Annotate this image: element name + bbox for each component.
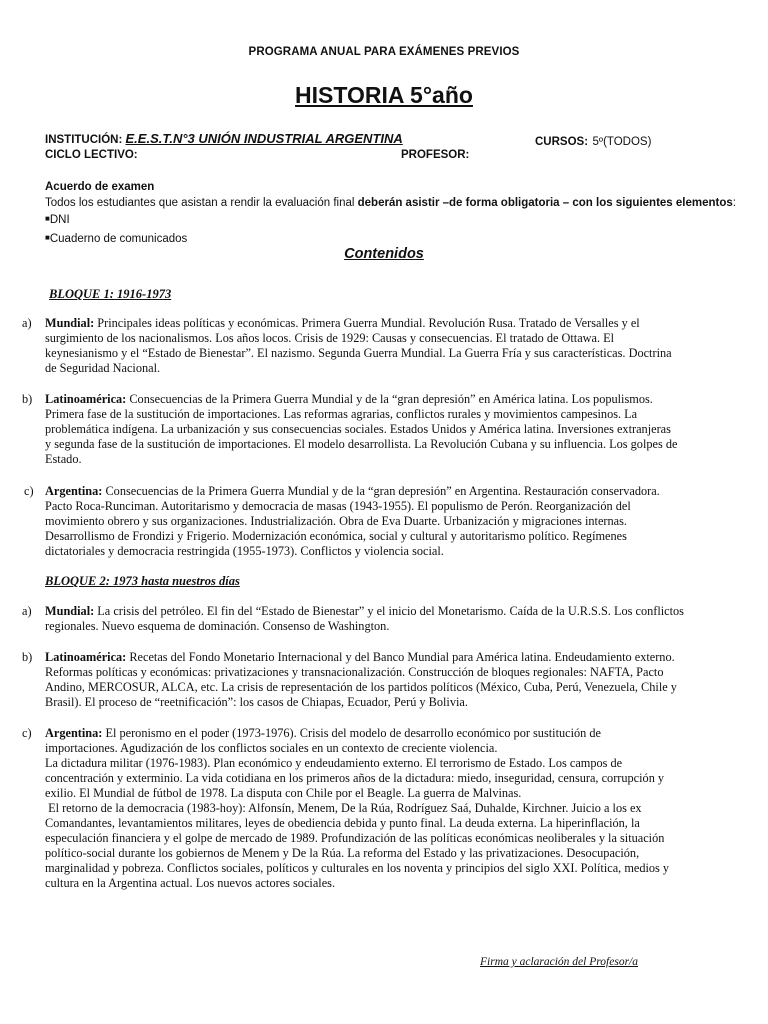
item-line-text: Reformas políticas y económicas: privatizaciones y transnacionalización. Construcción de bloques regionales: NAFTA, Pacto <box>45 665 664 679</box>
item-line <box>45 331 768 346</box>
item-heading: Latinoamérica: <box>45 650 127 664</box>
item-line <box>45 846 768 861</box>
item-line-text: político-social durante los gobiernos de Menem y De la Rúa. La reforma del Estado y las privatizaciones. Desocupación, <box>45 846 640 860</box>
institucion-label: INSTITUCIÓN <box>45 134 119 146</box>
item-line <box>45 786 768 801</box>
item-line <box>45 361 768 376</box>
list-item-label: DNI <box>49 214 70 226</box>
cursos-value: 5º(TODOS) <box>592 136 652 148</box>
item-line-text: regionales. Nuevo esquema de dominación. Consenso de Washington. <box>45 619 390 633</box>
item-text <box>45 604 768 634</box>
item-line <box>45 756 768 771</box>
item-line-text: marginalidad y pobreza. Conflictos sociales, políticos y culturales en los noventa y principios del siglo XXI. Política, medios y <box>45 861 670 875</box>
item-line <box>45 604 768 619</box>
item-text <box>45 650 768 710</box>
item-line <box>45 831 768 846</box>
item-line-text: Comandantes, levantamientos militares, leyes de obediencia debida y punto final. La deuda externa. La hiperinflación, la <box>45 816 640 830</box>
item-heading: Argentina: <box>45 726 103 740</box>
item-line <box>45 544 768 559</box>
item-line-text: exilio. El Mundial de fútbol de 1978. La disputa con Chile por el Beagle. La guerra de Malvinas. <box>45 786 522 800</box>
item-line-text: problemática indígena. La urbanización y sus consecuencias sociales. Estados Unidos y América latina. Inversiones extranjeras <box>45 422 671 436</box>
bloque2-title: BLOQUE 2: 1973 hasta nuestros días <box>45 574 240 588</box>
item-line <box>45 680 768 695</box>
item-line-text: Estado. <box>45 452 82 466</box>
item-line <box>45 484 768 499</box>
item-line-text: El peronismo en el poder (1973-1976). Crisis del modelo de desarrollo económico por sustitución de <box>105 726 601 740</box>
item-text <box>45 316 768 376</box>
list-item <box>45 230 187 247</box>
item-marker: c) <box>24 484 34 498</box>
item-line-text: Andino, MERCOSUR, ALCA, etc. La crisis de representación de los partidos políticos (México, Cuba, Perú, Venezuela, Chile y <box>45 680 677 694</box>
item-line-text: Consecuencias de la Primera Guerra Mundial y de la “gran depresión” en América latina. Los populismos. <box>129 392 653 406</box>
item-line-text: y segunda fase de la sustitución de importaciones. El modelo desarrollista. La Revolución Cubana y su influencia. Los golpes de <box>45 437 678 451</box>
item-heading: Argentina: <box>45 484 103 498</box>
item-line <box>45 514 768 529</box>
item-line <box>45 316 768 331</box>
item-line <box>45 665 768 680</box>
item-line-text: dictatoriales y democracia restringida (1955-1973). Conflictos y violencia social. <box>45 544 444 558</box>
item-line <box>45 695 768 710</box>
institucion-value: E.E.S.T.N°3 UNIÓN INDUSTRIAL ARGENTINA <box>125 131 403 146</box>
item-line-text: keynesianismo y el “Estado de Bienestar”. El nazismo. Segunda Guerra Mundial. La Guerra Fría y sus características. Doctrina <box>45 346 672 360</box>
program-title: PROGRAMA ANUAL PARA EXÁMENES PREVIOS <box>248 46 520 58</box>
item-line-text: El retorno de la democracia (1983-hoy): Alfonsín, Menem, De la Rúa, Rodríguez Saá, Duhalde, Kirchner. Juicio a los ex <box>45 801 642 815</box>
item-line-text: concentración y exterminio. La vida cotidiana en los primeros años de la dictadura: miedo, inseguridad, censura, corrupción y <box>45 771 665 785</box>
item-line <box>45 861 768 876</box>
acuerdo-list <box>45 211 187 247</box>
item-line <box>45 407 768 422</box>
bullet-icon: ■ <box>45 214 50 223</box>
item-marker: c) <box>22 726 32 740</box>
institucion-row <box>45 130 403 148</box>
item-line <box>45 650 768 665</box>
cursos-row <box>535 132 651 150</box>
item-line <box>45 741 768 756</box>
item-line <box>45 422 768 437</box>
item-marker: a) <box>22 316 32 330</box>
item-heading: Mundial: <box>45 316 95 330</box>
item-line-text: de Seguridad Nacional. <box>45 361 161 375</box>
item-line <box>45 771 768 786</box>
list-item <box>45 211 187 228</box>
cursos-label: CURSOS: <box>535 136 589 148</box>
item-line-text: Principales ideas políticas y económicas. Primera Guerra Mundial. Revolución Rusa. Tratado de Versalles y el <box>97 316 640 330</box>
item-line-text: especulación financiera y el golpe de mercado de 1989. Profundización de las políticas económicas neoliberales y la situación <box>45 831 665 845</box>
item-marker: b) <box>22 392 33 406</box>
bullet-icon: ■ <box>45 233 50 242</box>
item-line-text: Consecuencias de la Primera Guerra Mundial y de la “gran depresión” en Argentina. Restauración conservadora. <box>105 484 660 498</box>
item-line <box>45 529 768 544</box>
bloque1-title: BLOQUE 1: 1916-1973 <box>49 287 172 301</box>
item-heading: Mundial: <box>45 604 95 618</box>
item-line <box>45 816 768 831</box>
signature-line: Firma y aclaración del Profesor/a <box>480 956 638 968</box>
item-heading: Latinoamérica: <box>45 392 127 406</box>
item-line-text: Recetas del Fondo Monetario Internacional y del Banco Mundial para América latina. Endeudamiento externo. <box>129 650 675 664</box>
item-line-text: Brasil). El proceso de “reetnificación”: los casos de Chiapas, Ecuador, Perú y Bolivia. <box>45 695 468 709</box>
item-line <box>45 619 768 634</box>
acuerdo-intro <box>45 196 736 211</box>
acuerdo-intro-text: Todos los estudiantes que asistan a rendir la evaluación final <box>45 197 358 209</box>
acuerdo-intro-end: : <box>732 197 736 209</box>
item-text <box>45 726 768 891</box>
item-line-text: cultura en la Argentina actual. Los nuevos actores sociales. <box>45 876 336 890</box>
item-line-text: movimiento obrero y sus organizaciones. Industrialización. Obra de Eva Duarte. Urbanización y migraciones internas. <box>45 514 627 528</box>
item-line-text: La crisis del petróleo. El fin del “Estado de Bienestar” y el inicio del Monetarismo. Caída de la U.R.S.S. Los conflictos <box>97 604 684 618</box>
item-line-text: importaciones. Agudización de los conflictos sociales en un contexto de creciente violencia. <box>45 741 498 755</box>
profesor-label: PROFESOR: <box>401 149 470 161</box>
item-text <box>45 484 768 559</box>
item-text <box>45 392 768 467</box>
item-marker: b) <box>22 650 33 664</box>
item-line <box>45 437 768 452</box>
item-line <box>45 726 768 741</box>
item-line-text: Pacto Roca-Runciman. Autoritarismo y democracia de masas (1943-1955). El populismo de Perón. Reorganización del <box>45 499 631 513</box>
item-line <box>45 346 768 361</box>
item-line-text: surgimiento de los nacionalismos. Los años locos. Crisis de 1929: Causas y consecuencias. El tratado de Ottawa. El <box>45 331 615 345</box>
item-line-text: Primera fase de la sustitución de importaciones. Las reformas agrarias, conflictos rurales y movimientos campesinos. La <box>45 407 638 421</box>
ciclo-lectivo-label: CICLO LECTIVO: <box>45 149 138 161</box>
list-item-label: Cuaderno de comunicados <box>49 233 188 245</box>
item-line-text: Desarrollismo de Frondizi y Frigerio. Modernización económica, social y cultural y autoritarismo político. Regímenes <box>45 529 627 543</box>
acuerdo-title: Acuerdo de examen <box>45 181 155 193</box>
acuerdo-intro-bold: deberán asistir –de forma obligatoria – con los siguientes elementos <box>357 197 733 209</box>
item-line <box>45 392 768 407</box>
institucion-colon: : <box>118 134 126 146</box>
item-line <box>45 452 768 467</box>
item-line-text: La dictadura militar (1976-1983). Plan económico y endeudamiento externo. El terrorismo de Estado. Los campos de <box>45 756 623 770</box>
item-line <box>45 499 768 514</box>
contenidos-heading: Contenidos <box>344 246 424 262</box>
item-line <box>45 801 768 816</box>
item-marker: a) <box>22 604 32 618</box>
subject-title: HISTORIA 5°año <box>295 82 473 108</box>
item-line <box>45 876 768 891</box>
